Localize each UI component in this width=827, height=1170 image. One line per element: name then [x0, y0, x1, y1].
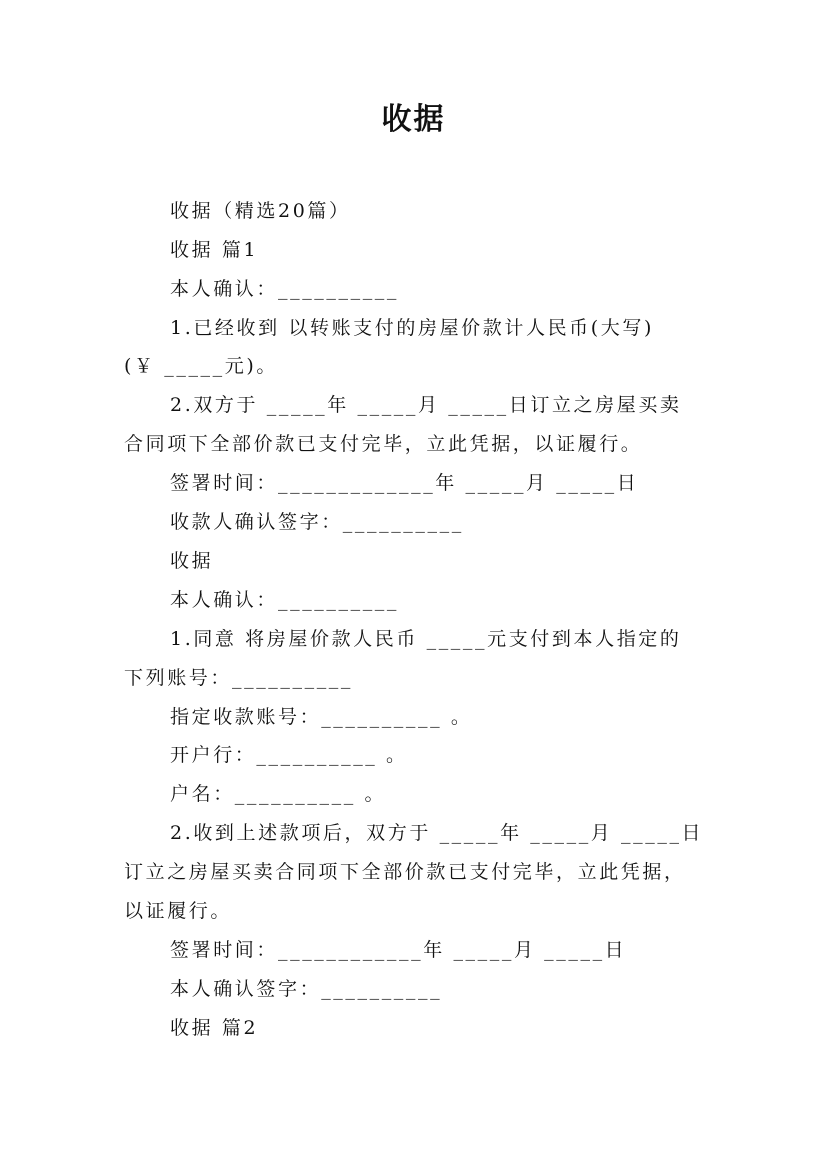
text-line: 收款人确认签字：__________ — [170, 511, 464, 533]
text-line: 2.双方于 _____年 _____月 _____日订立之房屋买卖 — [170, 394, 682, 416]
text-line: 1.同意 将房屋价款人民币 _____元支付到本人指定的 — [170, 628, 682, 650]
text-line: 本人确认：__________ — [170, 589, 400, 611]
text-line: 指定收款账号：__________ 。 — [170, 706, 473, 728]
text-line: 以证履行。 — [124, 900, 233, 922]
text-line: 收据（精选20篇） — [170, 200, 351, 222]
text-line: 开户行：__________ 。 — [170, 744, 408, 766]
text-line: 2.收到上述款项后，双方于 _____年 _____月 _____日 — [170, 822, 704, 844]
text-line: 本人确认：__________ — [170, 278, 400, 300]
text-line: 收据 篇1 — [170, 239, 259, 261]
text-line: 1.已经收到 以转账支付的房屋价款计人民币(大写) — [170, 317, 654, 339]
text-line: 签署时间：_____________年 _____月 _____日 — [170, 472, 639, 494]
text-line: 下列账号：__________ — [124, 667, 354, 689]
text-line: 收据 — [170, 550, 214, 572]
text-line: 收据 篇2 — [170, 1017, 259, 1039]
text-line: (￥ _____元)。 — [124, 355, 278, 377]
text-line: 签署时间：____________年 _____月 _____日 — [170, 939, 627, 961]
document-title: 收据 — [381, 102, 446, 137]
text-line: 合同项下全部价款已支付完毕，立此凭据，以证履行。 — [124, 433, 643, 455]
text-line: 订立之房屋买卖合同项下全部价款已支付完毕，立此凭据， — [124, 861, 686, 883]
text-line: 本人确认签字：__________ — [170, 978, 443, 1000]
text-line: 户名：__________ 。 — [170, 783, 387, 805]
